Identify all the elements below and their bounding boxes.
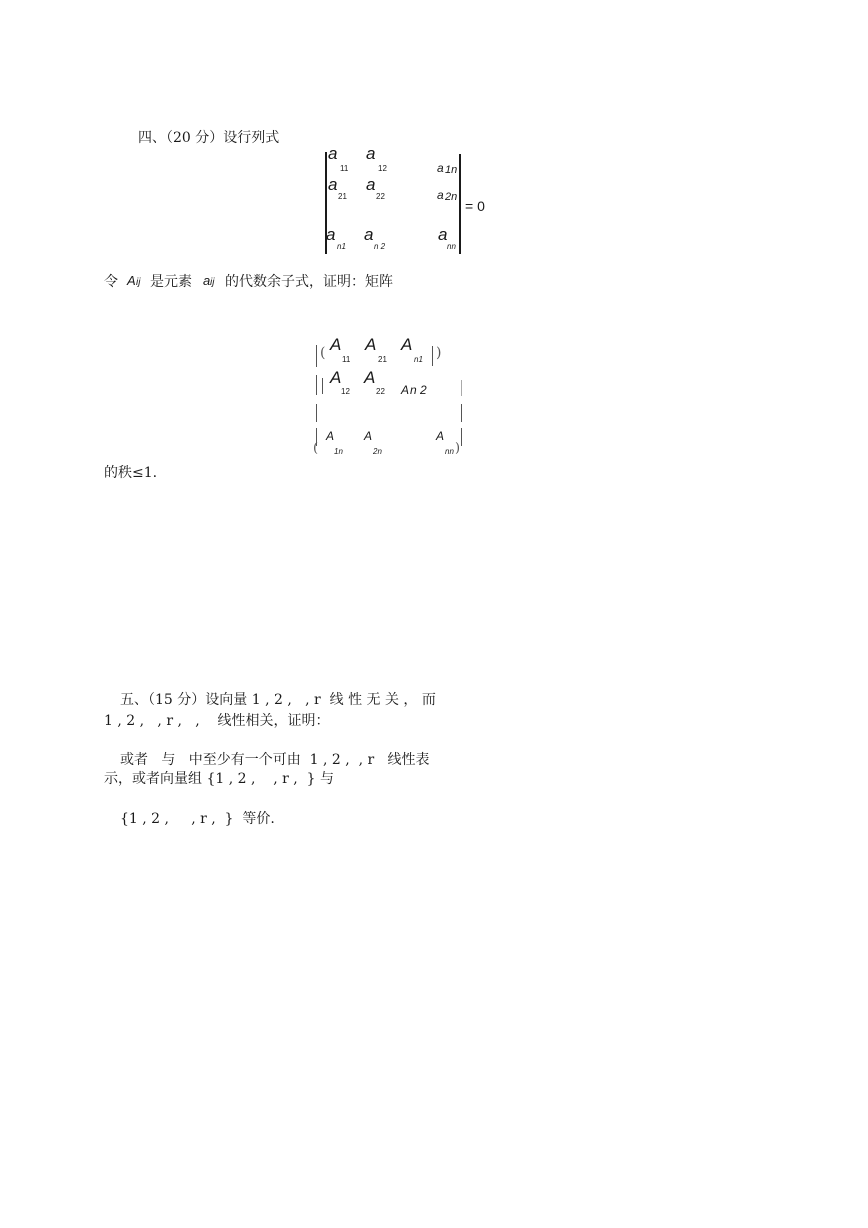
matrix-left-bracket-mid xyxy=(316,375,317,395)
q4-Aij: A xyxy=(127,273,136,288)
matrix-A11-sub: 11 xyxy=(342,355,351,364)
det-an2: a xyxy=(364,225,374,244)
matrix-An1-sub: n1 xyxy=(414,355,423,364)
matrix-paren-top-left: ( xyxy=(320,345,326,361)
matrix-A21: A xyxy=(365,335,377,354)
det-a1n-sub: 1n xyxy=(445,164,458,176)
matrix-right-inner xyxy=(432,346,433,366)
matrix-A22-sub: 22 xyxy=(376,387,385,396)
q4-line2-suffix: 的代数余子式，证明：矩阵 xyxy=(225,274,393,290)
matrix-A11: A xyxy=(330,335,342,354)
q5-line1: 五、（15 分）设向量 1 , 2 , , r 线 性 无 关 ， 而 xyxy=(120,692,436,708)
matrix-right-bracket-lower xyxy=(461,428,462,446)
matrix-A12-sub: 12 xyxy=(341,387,350,396)
det-a11: a xyxy=(328,144,338,163)
matrix-left-bracket-mid2 xyxy=(316,404,317,422)
q5-line3: 或者 与 中至少有一个可由 1 , 2 , , r 线性表 xyxy=(120,752,430,768)
matrix-A1n-sub: 1n xyxy=(334,447,343,456)
matrix-paren-bottom-right: ) xyxy=(455,441,461,456)
matrix-right-bracket-upper xyxy=(461,380,462,396)
matrix-A21-sub: 21 xyxy=(378,355,387,364)
matrix-right-bracket-mid xyxy=(461,404,462,422)
matrix-An2-sub: n 2 xyxy=(410,383,427,397)
matrix-A1n: A xyxy=(326,429,335,443)
det-a1n: a xyxy=(437,161,444,175)
det-a2n: a xyxy=(437,188,444,202)
det-equals-zero: = 0 xyxy=(465,198,485,214)
matrix-A2n-sub: 2n xyxy=(373,447,382,456)
matrix-Ann-sub: nn xyxy=(445,447,454,456)
matrix-paren-bottom-left: ( xyxy=(313,441,319,456)
q4-aij-sub: ij xyxy=(210,277,215,288)
q5-line4: 示，或者向量组 {1 , 2 , , r , } 与 xyxy=(104,771,334,787)
matrix-paren-top-right: ) xyxy=(436,345,442,361)
q4-aij: a xyxy=(203,273,211,288)
matrix-left-inner xyxy=(322,378,323,394)
det-an2-sub: n 2 xyxy=(374,242,386,251)
matrix-A2n: A xyxy=(364,429,373,443)
det-right-bar xyxy=(459,154,461,254)
det-a22: a xyxy=(366,175,376,194)
q5-line5: {1 , 2 , , r , } 等价. xyxy=(120,811,275,827)
det-an1: a xyxy=(326,225,336,244)
det-a12: a xyxy=(366,144,376,163)
matrix-An2: A xyxy=(401,383,410,397)
matrix-A12: A xyxy=(330,368,342,387)
det-an1-sub: n1 xyxy=(337,242,346,251)
q4-conclusion: 的秩≤1. xyxy=(104,465,158,481)
matrix-Ann: A xyxy=(436,429,445,443)
q4-Aij-sub: ij xyxy=(136,277,141,288)
det-ann: a xyxy=(438,225,448,244)
q4-heading: 四、（20 分）设行列式 xyxy=(138,130,280,146)
q4-line2-mid: 是元素 xyxy=(150,274,192,290)
matrix-left-bracket-upper xyxy=(316,345,317,367)
matrix-A22: A xyxy=(364,368,376,387)
det-a22-sub: 22 xyxy=(376,192,385,201)
det-a2n-sub: 2n xyxy=(445,191,458,203)
q4-line2-prefix: 令 xyxy=(104,274,118,290)
q5-line2: 1 , 2 , , r , , 线性相关，证明： xyxy=(104,713,330,729)
det-a12-sub: 12 xyxy=(378,164,387,173)
det-a21: a xyxy=(328,175,338,194)
det-ann-sub: nn xyxy=(447,242,456,251)
det-a11-sub: 11 xyxy=(340,164,349,173)
matrix-An1: A xyxy=(401,335,413,354)
det-a21-sub: 21 xyxy=(338,192,347,201)
